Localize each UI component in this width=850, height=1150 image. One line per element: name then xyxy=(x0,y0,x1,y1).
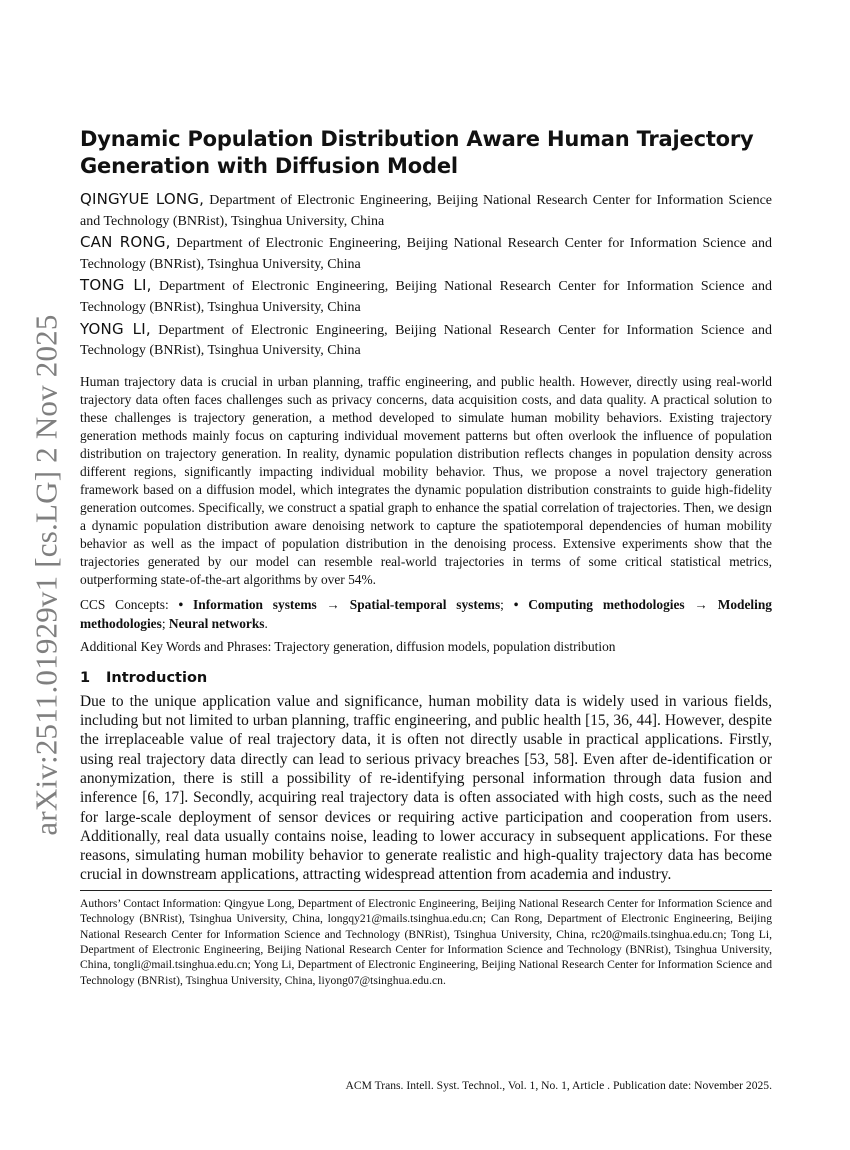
author-name: TONG LI, xyxy=(80,276,152,295)
section-title: Introduction xyxy=(106,669,208,686)
author-name: CAN RONG, xyxy=(80,233,171,252)
intro-paragraph: Due to the unique application value and significance, human mobility data is widely used in various fields, including but not limited to urban planning, traffic engineering, and public health [15, 36, 44]. However, despite the irreplaceable value of real trajectory data, it is often not directly usable in practical applications. Firstly, using real trajectory data directly can lead to serious privacy breaches [53, 58]. Even after de-identification or anonymization, there is still a possibility of re-identifying personal information through data fusion and inference [6, 17]. Secondly, acquiring real trajectory data is often associated with high costs, such as the need for large-scale deployment of sensor devices or requiring active participation and cooperation from users. Additionally, real data usually contains noise, leading to lower accuracy in subsequent applications. For these reasons, simulating human mobility behavior to generate realistic and high-quality trajectory data has become crucial in downstream applications, attracting widespread attention from academia and industry. xyxy=(80,692,772,884)
author-entry xyxy=(80,319,772,362)
paper-title: Dynamic Population Distribution Aware Human Trajectory Generation with Diffusion Model xyxy=(80,127,754,178)
author-affiliation: Department of Electronic Engineering, Beijing National Research Center for Information Science and Technology (BNRist), Tsinghua University, China xyxy=(80,279,772,315)
section-number: 1 xyxy=(80,669,91,686)
author-entry xyxy=(80,232,772,275)
author-name: QINGYUE LONG, xyxy=(80,190,205,208)
abstract: Human trajectory data is crucial in urban planning, traffic engineering, and public health. However, directly using real-world trajectory data often faces challenges such as privacy concerns, data acquisition costs, and data quality. A practical solution to these challenges is trajectory generation, a method developed to simulate human mobility behaviors. Existing trajectory generation methods mainly focus on capturing individual movement patterns but often overlook the influence of population distribution on trajectory generation. In reality, dynamic population distribution reflects changes in population density across different regions, significantly impacting individual mobility behavior. Thus, we propose a novel trajectory generation framework based on a diffusion model, which integrates the dynamic population distribution constraints to guide high-fidelity generation outcomes. Specifically, we construct a spatial graph to enhance the spatial correlation of trajectories. Then, we design a dynamic population distribution aware denoising network to capture the spatiotemporal dependencies of human mobility behavior as well as the impact of population distribution in the denoising process. Extensive experiments show that the trajectories generated by our model can resemble real-world trajectories in terms of some critical statistical metrics, outperforming state-of-the-art algorithms by over 54%. xyxy=(80,373,772,587)
author-list xyxy=(80,189,772,362)
author-entry xyxy=(80,275,772,318)
author-affiliation: Department of Electronic Engineering, Beijing National Research Center for Information Science and Technology (BNRist), Tsinghua University, China xyxy=(80,322,772,359)
arxiv-sidebar xyxy=(22,275,72,875)
footnote-divider xyxy=(80,890,772,891)
ccs-concept-3: Neural networks xyxy=(168,615,265,631)
section-heading xyxy=(80,668,772,689)
author-affiliation: Department of Electronic Engineering, Beijing National Research Center for Information Science and Technology (BNRist), Tsinghua University, China xyxy=(80,193,772,229)
ccs-end: . xyxy=(264,615,268,631)
ccs-separator: ; xyxy=(500,596,514,612)
ccs-concept-2: • Computing methodologies → Modeling methodologies xyxy=(80,596,773,631)
paper-page xyxy=(80,126,772,988)
author-name: YONG LI, xyxy=(80,319,151,338)
keywords: Additional Key Words and Phrases: Trajectory generation, diffusion models, population distribution xyxy=(80,638,616,654)
ccs-concept-1: • Information systems → Spatial-temporal systems xyxy=(178,596,501,612)
author-affiliation: Department of Electronic Engineering, Beijing National Research Center for Information Science and Technology (BNRist), Tsinghua University, China xyxy=(80,236,772,272)
ccs-separator: ; xyxy=(161,615,169,631)
journal-footer: ACM Trans. Intell. Syst. Technol., Vol. 1, No. 1, Article . Publication date: November 2025. xyxy=(345,1079,772,1092)
ccs-prefix: CCS Concepts: xyxy=(80,596,179,612)
ccs-concepts xyxy=(80,595,772,633)
author-entry xyxy=(80,189,772,232)
arxiv-identifier: arXiv:2511.01929v1 [cs.LG] 2 Nov 2025 xyxy=(29,314,64,836)
author-contact-footnote: Authors’ Contact Information: Qingyue Long, Department of Electronic Engineering, Beijing National Research Center for Information Science and Technology (BNRist), Tsinghua University, China, longqy21@mails.tsinghua.edu.cn; Can Rong, Department of Electronic Engineering, Beijing National Research Center for Information Science and Technology (BNRist), Tsinghua University, China, rc20@mails.tsinghua.edu.cn; Tong Li, Department of Electronic Engineering, Beijing National Research Center for Information Science and Technology (BNRist), Tsinghua University, China, tongli@mail.tsinghua.edu.cn; Yong Li, Department of Electronic Engineering, Beijing National Research Center for Information Science and Technology (BNRist), Tsinghua University, China, liyong07@tsinghua.edu.cn. xyxy=(80,896,772,987)
